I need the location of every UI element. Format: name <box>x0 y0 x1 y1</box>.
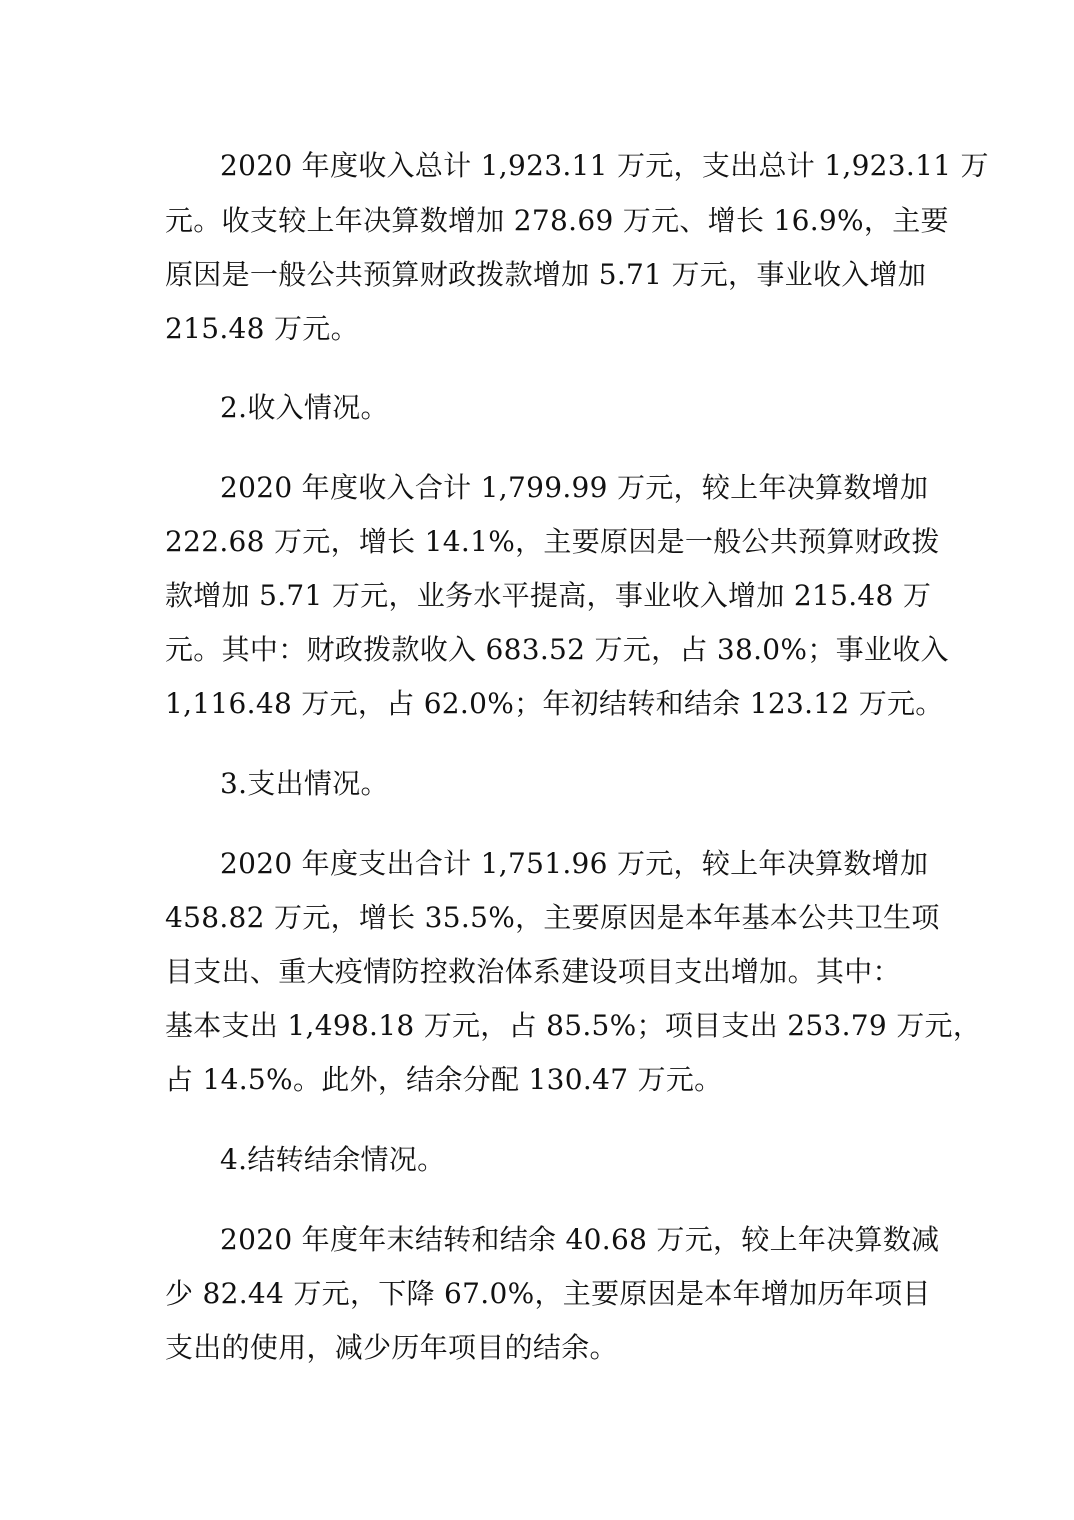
paragraph-income-line-2: 222.68 万元，增长 14.1%，主要原因是一般公共预算财政拨 <box>165 525 940 558</box>
paragraph-balance-line-1: 2020 年度年末结转和结余 40.68 万元，较上年决算数减 <box>220 1223 940 1256</box>
paragraph-expense-line-4: 基本支出 1,498.18 万元，占 85.5%；项目支出 253.79 万元， <box>165 1009 982 1042</box>
paragraph-summary-line-1: 2020 年度收入总计 1,923.11 万元，支出总计 1,923.11 万 <box>220 149 989 182</box>
paragraph-income-line-1: 2020 年度收入合计 1,799.99 万元，较上年决算数增加 <box>220 471 929 504</box>
paragraph-expense-line-3: 目支出、重大疫情防控救治体系建设项目支出增加。其中： <box>165 955 901 988</box>
paragraph-income-line-5: 1,116.48 万元，占 62.0%；年初结转和结余 123.12 万元。 <box>165 687 944 720</box>
paragraph-summary-line-4: 215.48 万元。 <box>165 312 359 345</box>
paragraph-income-line-4: 元。其中：财政拨款收入 683.52 万元，占 38.0%；事业收入 <box>165 633 949 666</box>
paragraph-expense-line-1: 2020 年度支出合计 1,751.96 万元，较上年决算数增加 <box>220 847 929 880</box>
section-heading-income: 2.收入情况。 <box>220 391 389 424</box>
paragraph-balance-line-2: 少 82.44 万元，下降 67.0%，主要原因是本年增加历年项目 <box>165 1277 931 1310</box>
paragraph-balance-line-3: 支出的使用，减少历年项目的结余。 <box>165 1331 618 1364</box>
paragraph-expense-line-2: 458.82 万元，增长 35.5%，主要原因是本年基本公共卫生项 <box>165 901 940 934</box>
paragraph-summary-line-2: 元。收支较上年决算数增加 278.69 万元、增长 16.9%，主要 <box>165 204 949 237</box>
paragraph-expense-line-5: 占 14.5%。此外，结余分配 130.47 万元。 <box>165 1063 723 1096</box>
section-heading-expense: 3.支出情况。 <box>220 767 389 800</box>
paragraph-summary-line-3: 原因是一般公共预算财政拨款增加 5.71 万元，事业收入增加 <box>165 258 927 291</box>
paragraph-income-line-3: 款增加 5.71 万元，业务水平提高，事业收入增加 215.48 万 <box>165 579 932 612</box>
section-heading-balance: 4.结转结余情况。 <box>220 1143 446 1176</box>
